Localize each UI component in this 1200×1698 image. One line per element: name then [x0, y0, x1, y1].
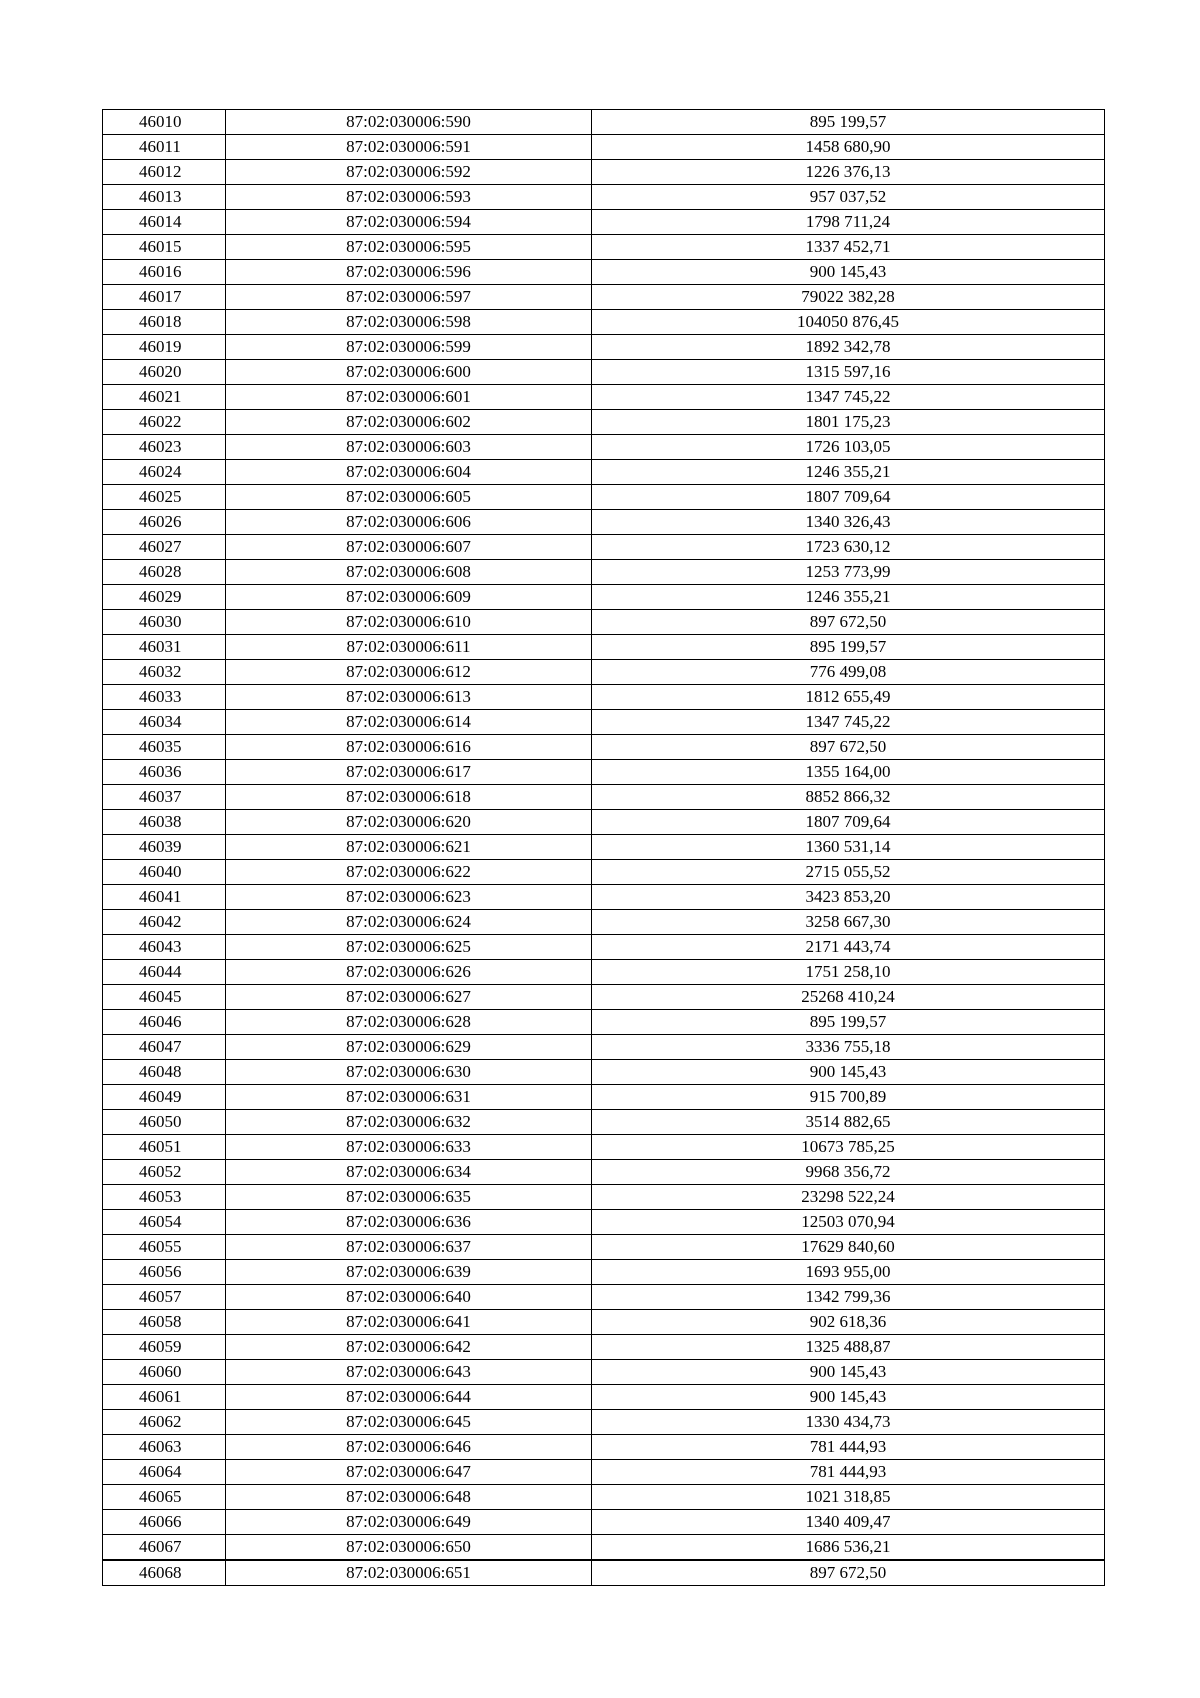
cadastral-number-cell: 87:02:030006:637	[226, 1235, 592, 1260]
cadastral-number-cell: 87:02:030006:636	[226, 1210, 592, 1235]
row-number-cell: 46030	[103, 610, 226, 635]
table-row	[103, 1060, 1105, 1085]
row-number-cell: 46015	[103, 235, 226, 260]
cadastral-number-cell: 87:02:030006:618	[226, 785, 592, 810]
cadastral-number-cell: 87:02:030006:620	[226, 810, 592, 835]
cadastral-value-cell: 897 672,50	[592, 1560, 1105, 1586]
cadastral-number-cell: 87:02:030006:644	[226, 1385, 592, 1410]
row-number-cell: 46014	[103, 210, 226, 235]
cadastral-value-cell: 79022 382,28	[592, 285, 1105, 310]
table-row	[103, 785, 1105, 810]
row-number-cell: 46044	[103, 960, 226, 985]
table-row	[103, 935, 1105, 960]
table-row	[103, 235, 1105, 260]
table-row	[103, 1535, 1105, 1561]
cadastral-number-cell: 87:02:030006:613	[226, 685, 592, 710]
cadastral-number-cell: 87:02:030006:643	[226, 1360, 592, 1385]
cadastral-number-cell: 87:02:030006:639	[226, 1260, 592, 1285]
table-row	[103, 1035, 1105, 1060]
cadastral-value-cell: 23298 522,24	[592, 1185, 1105, 1210]
cadastral-number-cell: 87:02:030006:645	[226, 1410, 592, 1435]
cadastral-value-cell: 1337 452,71	[592, 235, 1105, 260]
table-row	[103, 960, 1105, 985]
row-number-cell: 46021	[103, 385, 226, 410]
cadastral-value-cell: 2715 055,52	[592, 860, 1105, 885]
cadastral-number-cell: 87:02:030006:642	[226, 1335, 592, 1360]
cadastral-value-cell: 957 037,52	[592, 185, 1105, 210]
table-row	[103, 1435, 1105, 1460]
row-number-cell: 46058	[103, 1310, 226, 1335]
cadastral-number-cell: 87:02:030006:647	[226, 1460, 592, 1485]
cadastral-number-cell: 87:02:030006:606	[226, 510, 592, 535]
cadastral-number-cell: 87:02:030006:603	[226, 435, 592, 460]
row-number-cell: 46019	[103, 335, 226, 360]
table-row	[103, 1460, 1105, 1485]
cadastral-number-cell: 87:02:030006:640	[226, 1285, 592, 1310]
cadastral-value-cell: 1723 630,12	[592, 535, 1105, 560]
row-number-cell: 46035	[103, 735, 226, 760]
cadastral-value-cell: 8852 866,32	[592, 785, 1105, 810]
cadastral-number-cell: 87:02:030006:646	[226, 1435, 592, 1460]
cadastral-value-cell: 1801 175,23	[592, 410, 1105, 435]
table-row	[103, 1085, 1105, 1110]
cadastral-number-cell: 87:02:030006:624	[226, 910, 592, 935]
cadastral-value-cell: 1340 326,43	[592, 510, 1105, 535]
cadastral-number-cell: 87:02:030006:629	[226, 1035, 592, 1060]
cadastral-number-cell: 87:02:030006:597	[226, 285, 592, 310]
table-row	[103, 1360, 1105, 1385]
cadastral-number-cell: 87:02:030006:626	[226, 960, 592, 985]
cadastral-number-cell: 87:02:030006:649	[226, 1510, 592, 1535]
cadastral-number-cell: 87:02:030006:621	[226, 835, 592, 860]
table-row	[103, 160, 1105, 185]
row-number-cell: 46023	[103, 435, 226, 460]
cadastral-value-cell: 895 199,57	[592, 635, 1105, 660]
cadastral-value-cell: 1807 709,64	[592, 810, 1105, 835]
row-number-cell: 46012	[103, 160, 226, 185]
table-row	[103, 485, 1105, 510]
table-row	[103, 885, 1105, 910]
table-row	[103, 285, 1105, 310]
cadastral-number-cell: 87:02:030006:650	[226, 1535, 592, 1561]
cadastral-number-cell: 87:02:030006:609	[226, 585, 592, 610]
cadastral-number-cell: 87:02:030006:611	[226, 635, 592, 660]
row-number-cell: 46052	[103, 1160, 226, 1185]
cadastral-number-cell: 87:02:030006:633	[226, 1135, 592, 1160]
cadastral-value-cell: 1807 709,64	[592, 485, 1105, 510]
table-row	[103, 1160, 1105, 1185]
table-row	[103, 385, 1105, 410]
cadastral-value-cell: 17629 840,60	[592, 1235, 1105, 1260]
cadastral-value-cell: 900 145,43	[592, 1360, 1105, 1385]
row-number-cell: 46028	[103, 560, 226, 585]
table-row	[103, 585, 1105, 610]
row-number-cell: 46011	[103, 135, 226, 160]
cadastral-value-cell: 897 672,50	[592, 735, 1105, 760]
cadastral-number-cell: 87:02:030006:598	[226, 310, 592, 335]
table-row	[103, 735, 1105, 760]
cadastral-number-cell: 87:02:030006:631	[226, 1085, 592, 1110]
table-row	[103, 210, 1105, 235]
row-number-cell: 46034	[103, 710, 226, 735]
cadastral-number-cell: 87:02:030006:616	[226, 735, 592, 760]
row-number-cell: 46018	[103, 310, 226, 335]
table-row	[103, 535, 1105, 560]
row-number-cell: 46017	[103, 285, 226, 310]
cadastral-number-cell: 87:02:030006:648	[226, 1485, 592, 1510]
row-number-cell: 46022	[103, 410, 226, 435]
cadastral-value-cell: 1347 745,22	[592, 710, 1105, 735]
cadastral-number-cell: 87:02:030006:595	[226, 235, 592, 260]
cadastral-number-cell: 87:02:030006:604	[226, 460, 592, 485]
row-number-cell: 46050	[103, 1110, 226, 1135]
table-row	[103, 1560, 1105, 1586]
row-number-cell: 46051	[103, 1135, 226, 1160]
cadastral-number-cell: 87:02:030006:623	[226, 885, 592, 910]
row-number-cell: 46032	[103, 660, 226, 685]
table-row	[103, 560, 1105, 585]
cadastral-value-cell: 902 618,36	[592, 1310, 1105, 1335]
cadastral-number-cell: 87:02:030006:591	[226, 135, 592, 160]
cadastral-value-cell: 1330 434,73	[592, 1410, 1105, 1435]
table-row	[103, 710, 1105, 735]
row-number-cell: 46047	[103, 1035, 226, 1060]
cadastral-value-cell: 1226 376,13	[592, 160, 1105, 185]
table-row	[103, 610, 1105, 635]
cadastral-number-cell: 87:02:030006:592	[226, 160, 592, 185]
cadastral-number-cell: 87:02:030006:596	[226, 260, 592, 285]
cadastral-number-cell: 87:02:030006:630	[226, 1060, 592, 1085]
row-number-cell: 46037	[103, 785, 226, 810]
table-row	[103, 460, 1105, 485]
row-number-cell: 46048	[103, 1060, 226, 1085]
table-row	[103, 860, 1105, 885]
cadastral-number-cell: 87:02:030006:622	[226, 860, 592, 885]
cadastral-value-cell: 3336 755,18	[592, 1035, 1105, 1060]
cadastral-value-cell: 3423 853,20	[592, 885, 1105, 910]
table-row	[103, 1135, 1105, 1160]
row-number-cell: 46061	[103, 1385, 226, 1410]
table-row	[103, 1410, 1105, 1435]
row-number-cell: 46020	[103, 360, 226, 385]
cadastral-number-cell: 87:02:030006:599	[226, 335, 592, 360]
cadastral-number-cell: 87:02:030006:634	[226, 1160, 592, 1185]
cadastral-value-cell: 12503 070,94	[592, 1210, 1105, 1235]
cadastral-number-cell: 87:02:030006:610	[226, 610, 592, 635]
cadastral-value-cell: 104050 876,45	[592, 310, 1105, 335]
cadastral-value-cell: 3514 882,65	[592, 1110, 1105, 1135]
cadastral-value-cell: 897 672,50	[592, 610, 1105, 635]
table-row	[103, 310, 1105, 335]
cadastral-value-cell: 1246 355,21	[592, 585, 1105, 610]
row-number-cell: 46013	[103, 185, 226, 210]
cadastral-value-cell: 1686 536,21	[592, 1535, 1105, 1561]
table-row	[103, 335, 1105, 360]
cadastral-number-cell: 87:02:030006:607	[226, 535, 592, 560]
table-row	[103, 1210, 1105, 1235]
table-row	[103, 1385, 1105, 1410]
cadastral-number-cell: 87:02:030006:627	[226, 985, 592, 1010]
cadastral-value-cell: 3258 667,30	[592, 910, 1105, 935]
cadastral-value-cell: 2171 443,74	[592, 935, 1105, 960]
cadastral-value-cell: 1892 342,78	[592, 335, 1105, 360]
cadastral-value-cell: 9968 356,72	[592, 1160, 1105, 1185]
cadastral-value-cell: 1726 103,05	[592, 435, 1105, 460]
cadastral-value-cell: 1253 773,99	[592, 560, 1105, 585]
cadastral-value-cell: 781 444,93	[592, 1435, 1105, 1460]
cadastral-number-cell: 87:02:030006:605	[226, 485, 592, 510]
table-row	[103, 810, 1105, 835]
cadastral-value-cell: 776 499,08	[592, 660, 1105, 685]
table-row	[103, 1185, 1105, 1210]
row-number-cell: 46016	[103, 260, 226, 285]
cadastral-number-cell: 87:02:030006:594	[226, 210, 592, 235]
cadastral-number-cell: 87:02:030006:641	[226, 1310, 592, 1335]
cadastral-value-cell: 900 145,43	[592, 1060, 1105, 1085]
row-number-cell: 46053	[103, 1185, 226, 1210]
table-row	[103, 1285, 1105, 1310]
cadastral-value-cell: 1021 318,85	[592, 1485, 1105, 1510]
cadastral-value-table	[102, 109, 1105, 1586]
cadastral-value-cell: 1355 164,00	[592, 760, 1105, 785]
cadastral-number-cell: 87:02:030006:590	[226, 110, 592, 135]
cadastral-number-cell: 87:02:030006:628	[226, 1010, 592, 1035]
cadastral-value-cell: 1360 531,14	[592, 835, 1105, 860]
cadastral-value-cell: 1246 355,21	[592, 460, 1105, 485]
cadastral-value-cell: 900 145,43	[592, 1385, 1105, 1410]
row-number-cell: 46057	[103, 1285, 226, 1310]
cadastral-number-cell: 87:02:030006:602	[226, 410, 592, 435]
table-row	[103, 1485, 1105, 1510]
table-row	[103, 1510, 1105, 1535]
cadastral-value-cell: 1347 745,22	[592, 385, 1105, 410]
row-number-cell: 46054	[103, 1210, 226, 1235]
cadastral-value-cell: 895 199,57	[592, 1010, 1105, 1035]
row-number-cell: 46010	[103, 110, 226, 135]
table-row	[103, 1260, 1105, 1285]
table-row	[103, 1310, 1105, 1335]
table-row	[103, 135, 1105, 160]
cadastral-value-cell: 1812 655,49	[592, 685, 1105, 710]
cadastral-value-cell: 1751 258,10	[592, 960, 1105, 985]
cadastral-value-cell: 10673 785,25	[592, 1135, 1105, 1160]
table-row	[103, 1335, 1105, 1360]
table-row	[103, 635, 1105, 660]
row-number-cell: 46066	[103, 1510, 226, 1535]
table-row	[103, 910, 1105, 935]
table-row	[103, 985, 1105, 1010]
cadastral-number-cell: 87:02:030006:601	[226, 385, 592, 410]
row-number-cell: 46059	[103, 1335, 226, 1360]
table-row	[103, 110, 1105, 135]
row-number-cell: 46055	[103, 1235, 226, 1260]
row-number-cell: 46056	[103, 1260, 226, 1285]
row-number-cell: 46040	[103, 860, 226, 885]
cadastral-number-cell: 87:02:030006:593	[226, 185, 592, 210]
table-row	[103, 835, 1105, 860]
row-number-cell: 46060	[103, 1360, 226, 1385]
table-row	[103, 410, 1105, 435]
cadastral-value-cell: 895 199,57	[592, 110, 1105, 135]
table-row	[103, 360, 1105, 385]
cadastral-number-cell: 87:02:030006:612	[226, 660, 592, 685]
cadastral-value-cell: 25268 410,24	[592, 985, 1105, 1010]
cadastral-value-cell: 915 700,89	[592, 1085, 1105, 1110]
row-number-cell: 46027	[103, 535, 226, 560]
cadastral-number-cell: 87:02:030006:617	[226, 760, 592, 785]
row-number-cell: 46062	[103, 1410, 226, 1435]
cadastral-number-cell: 87:02:030006:600	[226, 360, 592, 385]
table-row	[103, 510, 1105, 535]
table-row	[103, 660, 1105, 685]
row-number-cell: 46039	[103, 835, 226, 860]
row-number-cell: 46046	[103, 1010, 226, 1035]
table-row	[103, 685, 1105, 710]
cadastral-number-cell: 87:02:030006:614	[226, 710, 592, 735]
row-number-cell: 46065	[103, 1485, 226, 1510]
row-number-cell: 46043	[103, 935, 226, 960]
cadastral-number-cell: 87:02:030006:632	[226, 1110, 592, 1135]
cadastral-value-cell: 1693 955,00	[592, 1260, 1105, 1285]
table-row	[103, 1110, 1105, 1135]
cadastral-value-cell: 1315 597,16	[592, 360, 1105, 385]
row-number-cell: 46024	[103, 460, 226, 485]
cadastral-number-cell: 87:02:030006:608	[226, 560, 592, 585]
cadastral-value-cell: 900 145,43	[592, 260, 1105, 285]
cadastral-number-cell: 87:02:030006:625	[226, 935, 592, 960]
cadastral-number-cell: 87:02:030006:635	[226, 1185, 592, 1210]
row-number-cell: 46049	[103, 1085, 226, 1110]
row-number-cell: 46025	[103, 485, 226, 510]
table-row	[103, 435, 1105, 460]
cadastral-value-cell: 1458 680,90	[592, 135, 1105, 160]
cadastral-number-cell: 87:02:030006:651	[226, 1560, 592, 1586]
table-row	[103, 260, 1105, 285]
row-number-cell: 46063	[103, 1435, 226, 1460]
table-body	[103, 110, 1105, 1586]
row-number-cell: 46041	[103, 885, 226, 910]
row-number-cell: 46029	[103, 585, 226, 610]
table-row	[103, 1235, 1105, 1260]
row-number-cell: 46045	[103, 985, 226, 1010]
row-number-cell: 46036	[103, 760, 226, 785]
cadastral-value-cell: 1798 711,24	[592, 210, 1105, 235]
row-number-cell: 46026	[103, 510, 226, 535]
table-row	[103, 760, 1105, 785]
cadastral-value-cell: 1342 799,36	[592, 1285, 1105, 1310]
cadastral-value-cell: 1325 488,87	[592, 1335, 1105, 1360]
table-row	[103, 1010, 1105, 1035]
row-number-cell: 46038	[103, 810, 226, 835]
row-number-cell: 46031	[103, 635, 226, 660]
table-row	[103, 185, 1105, 210]
row-number-cell: 46067	[103, 1535, 226, 1561]
row-number-cell: 46042	[103, 910, 226, 935]
row-number-cell: 46033	[103, 685, 226, 710]
cadastral-value-cell: 781 444,93	[592, 1460, 1105, 1485]
row-number-cell: 46064	[103, 1460, 226, 1485]
cadastral-value-cell: 1340 409,47	[592, 1510, 1105, 1535]
row-number-cell: 46068	[103, 1560, 226, 1586]
